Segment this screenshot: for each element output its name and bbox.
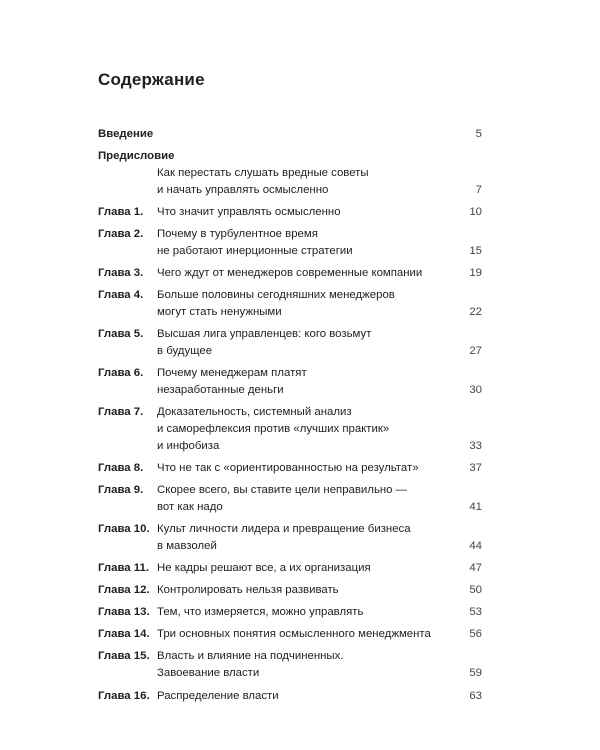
entry-page: 53 xyxy=(469,606,482,618)
toc-entry-chapter-13[interactable] xyxy=(98,604,482,621)
entry-label: Глава 1. xyxy=(98,206,144,218)
entry-title-line: Скорее всего, вы ставите цели неправильно — xyxy=(157,484,408,496)
entry-title-line: Тем, что измеряется, можно управлять xyxy=(157,606,364,618)
toc-entry-chapter-3[interactable] xyxy=(98,265,482,282)
toc-entry-chapter-8[interactable] xyxy=(98,460,482,477)
toc-entry-chapter-1[interactable] xyxy=(98,204,482,221)
entry-label: Глава 16. xyxy=(98,690,150,702)
entry-page: 37 xyxy=(469,462,482,474)
toc-entry-chapter-12[interactable] xyxy=(98,582,482,599)
entry-title-line: в будущее xyxy=(157,345,213,357)
toc-entry-intro[interactable] xyxy=(98,126,482,143)
toc-list xyxy=(98,126,482,705)
entry-title-line: Культ личности лидера и превращение бизнеса xyxy=(157,523,411,535)
entry-page: 19 xyxy=(469,267,482,279)
entry-title-line: Что значит управлять осмысленно xyxy=(157,206,341,218)
entry-page: 44 xyxy=(469,540,482,552)
entry-label: Глава 2. xyxy=(98,228,144,240)
toc-entry-chapter-2[interactable] xyxy=(98,226,482,260)
entry-page: 15 xyxy=(469,245,482,257)
toc-entry-chapter-5[interactable] xyxy=(98,326,482,360)
toc-entry-chapter-14[interactable] xyxy=(98,626,482,643)
toc-entry-chapter-7[interactable] xyxy=(98,404,482,455)
entry-label: Предисловие xyxy=(98,150,175,162)
toc-entry-preface[interactable] xyxy=(98,148,482,199)
entry-label: Глава 7. xyxy=(98,406,144,418)
entry-page: 5 xyxy=(475,128,482,140)
entry-page: 33 xyxy=(469,440,482,452)
toc-entry-chapter-6[interactable] xyxy=(98,365,482,399)
entry-label: Глава 9. xyxy=(98,484,144,496)
entry-page: 63 xyxy=(469,690,482,702)
entry-title-line: и саморефлексия против «лучших практик» xyxy=(157,423,390,435)
toc-entry-chapter-16[interactable] xyxy=(98,688,482,705)
entry-label: Глава 15. xyxy=(98,650,150,662)
toc-title: Содержание xyxy=(98,70,205,89)
entry-label: Глава 11. xyxy=(98,562,150,574)
entry-page: 27 xyxy=(469,345,482,357)
entry-page: 22 xyxy=(469,306,482,318)
entry-title-line: Контролировать нельзя развивать xyxy=(157,584,339,596)
entry-title-line: Не кадры решают все, а их организация xyxy=(157,562,371,574)
entry-label: Глава 13. xyxy=(98,606,150,618)
entry-title-line: незаработанные деньги xyxy=(157,384,284,396)
entry-label: Глава 14. xyxy=(98,628,150,640)
chapter-list xyxy=(98,204,482,705)
entry-title-line: Три основных понятия осмысленного менеджмента xyxy=(157,628,431,640)
toc-entry-chapter-10[interactable] xyxy=(98,521,482,555)
entry-page: 30 xyxy=(469,384,482,396)
toc-entry-chapter-11[interactable] xyxy=(98,560,482,577)
toc-entry-chapter-9[interactable] xyxy=(98,482,482,516)
entry-label: Глава 6. xyxy=(98,367,144,379)
entry-title-line: Как перестать слушать вредные советы xyxy=(157,167,369,179)
entry-title-line: Доказательность, системный анализ xyxy=(157,406,352,418)
entry-page: 59 xyxy=(469,667,482,679)
entry-title-line: в мавзолей xyxy=(157,540,217,552)
entry-title-line: Чего ждут от менеджеров современные компании xyxy=(157,267,423,279)
entry-page: 47 xyxy=(469,562,482,574)
entry-title-line: и начать управлять осмысленно xyxy=(157,184,329,196)
entry-title-line: Почему в турбулентное время xyxy=(157,228,318,240)
entry-page: 41 xyxy=(469,501,482,513)
entry-label: Глава 12. xyxy=(98,584,150,596)
entry-title-line: Власть и влияние на подчиненных. xyxy=(157,650,344,662)
entry-title-line: не работают инерционные стратегии xyxy=(157,245,353,257)
entry-label: Глава 3. xyxy=(98,267,144,279)
entry-title-line: Высшая лига управленцев: кого возьмут xyxy=(157,328,372,340)
entry-title-line: вот как надо xyxy=(157,501,223,513)
entry-title-line: могут стать ненужными xyxy=(157,306,282,318)
entry-label: Глава 4. xyxy=(98,289,144,301)
entry-page: 7 xyxy=(475,184,482,196)
entry-label: Введение xyxy=(98,128,154,140)
entry-title-line: Распределение власти xyxy=(157,690,279,702)
entry-page: 50 xyxy=(469,584,482,596)
toc-entry-chapter-15[interactable] xyxy=(98,648,482,682)
entry-label: Глава 8. xyxy=(98,462,144,474)
entry-label: Глава 10. xyxy=(98,523,150,535)
toc-entry-chapter-4[interactable] xyxy=(98,287,482,321)
entry-title-line: Что не так с «ориентированностью на результат» xyxy=(157,462,419,474)
entry-title-line: и инфобиза xyxy=(157,440,220,452)
entry-title-line: Больше половины сегодняшних менеджеров xyxy=(157,289,395,301)
entry-page: 10 xyxy=(469,206,482,218)
entry-title-line: Завоевание власти xyxy=(157,667,260,679)
entry-page: 56 xyxy=(469,628,482,640)
entry-title-line: Почему менеджерам платят xyxy=(157,367,307,379)
entry-label: Глава 5. xyxy=(98,328,144,340)
